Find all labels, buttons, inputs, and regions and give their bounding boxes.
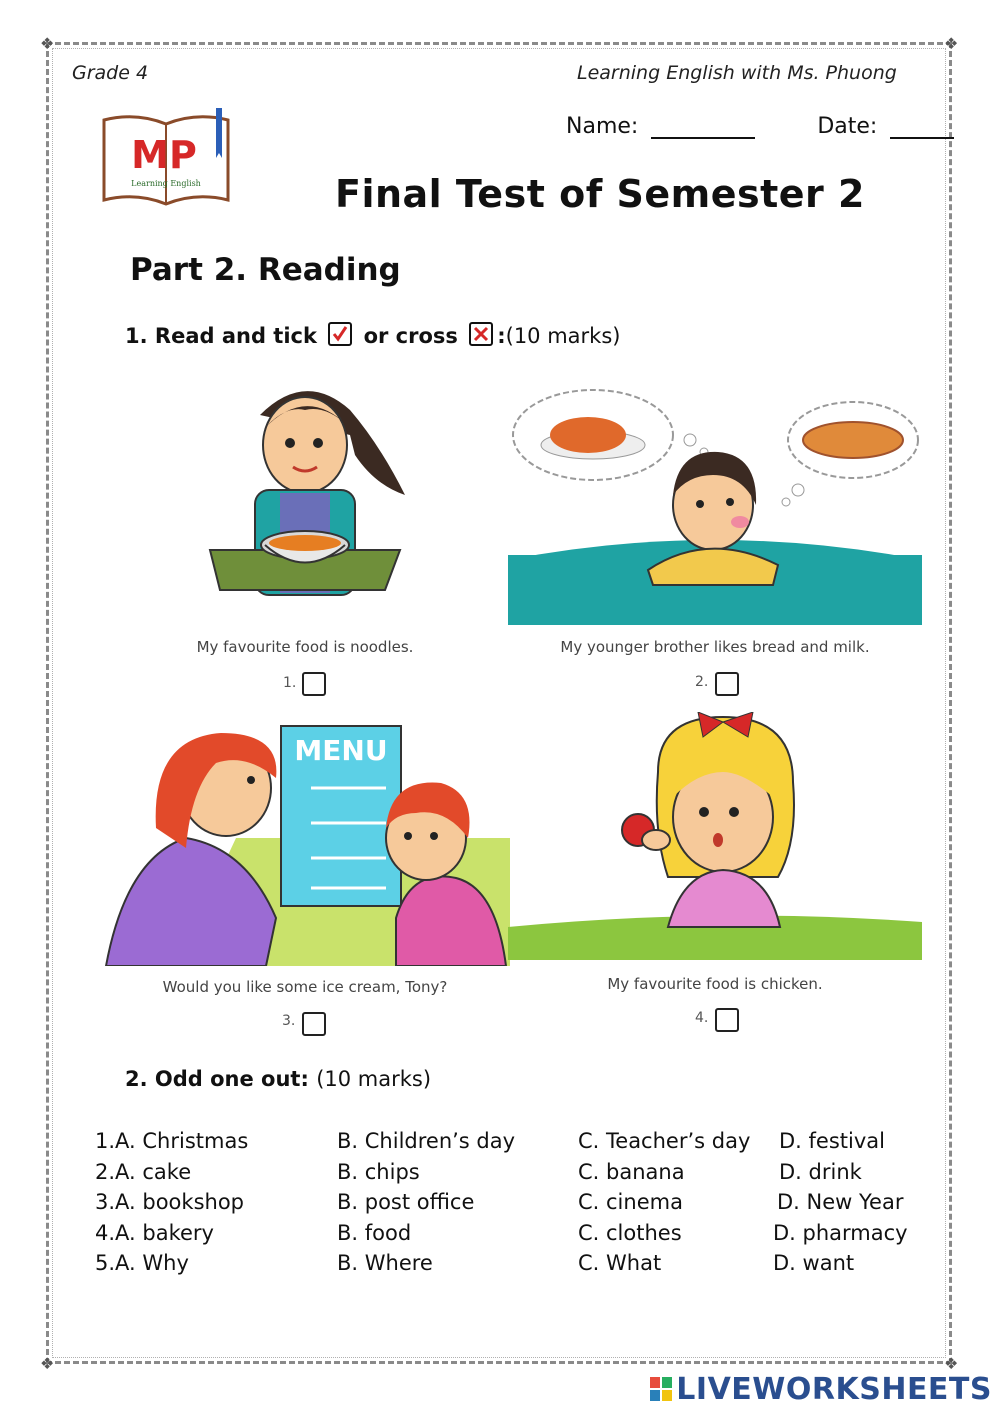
name-label: Name: — [566, 114, 639, 139]
liveworksheets-brand — [650, 1372, 992, 1407]
item1-number: 1. — [283, 675, 297, 691]
item3-number: 3. — [282, 1013, 296, 1029]
q2-row4-option-d[interactable]: D. pharmacy — [773, 1221, 908, 1245]
menu-sign-text: MENU — [294, 734, 388, 767]
q2-row5-option-a[interactable]: 5.A. Why — [95, 1251, 189, 1275]
q2-row2-option-c[interactable]: C. banana — [578, 1160, 685, 1184]
date-label: Date: — [817, 114, 878, 139]
q1-marks: (10 marks) — [505, 324, 621, 348]
date-field[interactable] — [890, 117, 954, 139]
item4-caption: My favourite food is chicken. — [607, 975, 823, 993]
q2-row5-option-d[interactable]: D. want — [773, 1251, 855, 1275]
q2-row4-option-c[interactable]: C. clothes — [578, 1221, 682, 1245]
q2-row2-option-d[interactable]: D. drink — [779, 1160, 862, 1184]
question2-heading — [125, 1067, 431, 1091]
teacher-label: Learning English with Ms. Phuong — [577, 62, 897, 84]
corner-ornament-icon: ❖ — [40, 34, 55, 53]
logo-letters: MP — [131, 133, 197, 177]
cross-icon — [469, 322, 493, 346]
girl-noodles-illustration — [205, 375, 405, 625]
q1-suffix: : — [497, 324, 506, 348]
q1-prefix: 1. Read and tick — [125, 324, 317, 348]
item4-number: 4. — [695, 1010, 709, 1026]
girl-apple-illustration — [508, 712, 922, 960]
item2-answer-box[interactable] — [715, 672, 739, 696]
name-date-row — [566, 114, 954, 139]
page-title: Final Test of Semester 2 — [335, 172, 865, 216]
q2-row2-option-a[interactable]: 2.A. cake — [95, 1160, 192, 1184]
liveworksheets-text: LIVEWORKSHEETS — [676, 1372, 992, 1407]
item1-caption: My favourite food is noodles. — [196, 638, 414, 656]
q2-marks: (10 marks) — [316, 1067, 432, 1091]
question1-heading — [125, 322, 620, 348]
tick-icon — [328, 322, 352, 346]
q2-row3-option-a[interactable]: 3.A. bookshop — [95, 1190, 244, 1214]
q2-row5-option-c[interactable]: C. What — [578, 1251, 662, 1275]
q2-row1-option-b[interactable]: B. Children’s day — [337, 1129, 516, 1153]
q2-row4-option-b[interactable]: B. food — [337, 1221, 412, 1245]
logo-subtitle: Learning English — [131, 179, 201, 188]
item4-answer-box[interactable] — [715, 1008, 739, 1032]
q2-row1-option-d[interactable]: D. festival — [779, 1129, 885, 1153]
corner-ornament-icon: ❖ — [944, 1354, 959, 1373]
name-field[interactable] — [651, 117, 755, 139]
liveworksheets-logo-icon — [650, 1377, 672, 1401]
q1-middle: or cross — [363, 324, 458, 348]
mp-logo — [96, 108, 236, 210]
part-heading: Part 2. Reading — [130, 252, 401, 288]
q2-row3-option-d[interactable]: D. New Year — [777, 1190, 904, 1214]
item3-answer-box[interactable] — [302, 1012, 326, 1036]
item1-answer-box[interactable] — [302, 672, 326, 696]
item2-number: 2. — [695, 674, 709, 690]
item3-caption: Would you like some ice cream, Tony? — [162, 978, 448, 996]
q2-heading-text: 2. Odd one out: — [125, 1067, 309, 1091]
corner-ornament-icon: ❖ — [40, 1354, 55, 1373]
q2-row1-option-c[interactable]: C. Teacher’s day — [578, 1129, 751, 1153]
grade-label: Grade 4 — [72, 62, 149, 84]
q2-row3-option-c[interactable]: C. cinema — [578, 1190, 683, 1214]
q2-row3-option-b[interactable]: B. post office — [337, 1190, 475, 1214]
q2-row1-option-a[interactable]: 1.A. Christmas — [95, 1129, 249, 1153]
boy-thinking-illustration — [508, 380, 922, 625]
q2-row5-option-b[interactable]: B. Where — [337, 1251, 433, 1275]
q2-row4-option-a[interactable]: 4.A. bakery — [95, 1221, 214, 1245]
item2-caption: My younger brother likes bread and milk. — [560, 638, 870, 656]
corner-ornament-icon: ❖ — [944, 34, 959, 53]
menu-ice-cream-illustration — [96, 718, 510, 966]
q2-row2-option-b[interactable]: B. chips — [337, 1160, 420, 1184]
